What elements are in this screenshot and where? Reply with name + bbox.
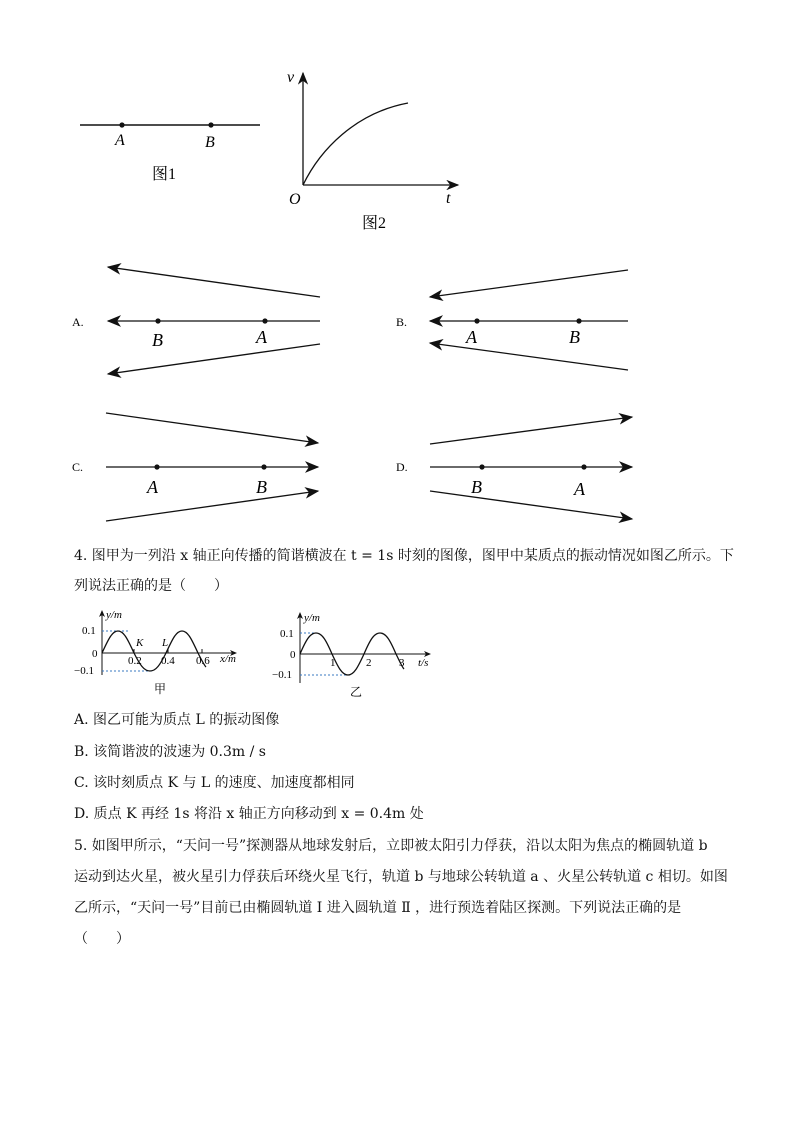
fig2-axis-v: v xyxy=(287,69,295,86)
option-a-letter: A. xyxy=(72,315,84,329)
q4-yi-xlabel: t/s xyxy=(418,657,429,669)
q4-jia-ybottom: −0.1 xyxy=(74,665,94,677)
fig2-curve xyxy=(303,103,408,185)
option-a-right-label: A xyxy=(256,327,267,347)
q4-yi-caption: 乙 xyxy=(350,685,363,699)
option-d-diagram xyxy=(396,417,632,519)
q4-graph-jia xyxy=(70,605,250,700)
q4-choice-b: B. 该简谐波的波速为 0.3m / s xyxy=(74,744,266,760)
q4-choice-a: A. 图乙可能为质点 L 的振动图像 xyxy=(74,712,280,728)
q4-yi-ybottom: −0.1 xyxy=(272,669,292,681)
q5-line-4: （ ） xyxy=(74,931,130,947)
q4-jia-xtick-1: 0.2 xyxy=(128,655,142,667)
fig1-caption: 图1 xyxy=(152,166,177,183)
option-c-left-label: A xyxy=(147,477,158,497)
q4-jia-xtick-2: 0.4 xyxy=(161,655,175,667)
q4-jia-point-k: K xyxy=(136,637,144,649)
fig2-axis-t: t xyxy=(446,190,451,207)
q4-yi-xtick-2: 2 xyxy=(366,657,372,669)
q4-yi-xtick-3: 3 xyxy=(399,657,405,669)
option-b-letter: B. xyxy=(396,315,408,329)
option-b-diagram xyxy=(396,270,628,370)
q4-choice-c: C. 该时刻质点 K 与 L 的速度、加速度都相同 xyxy=(74,775,355,791)
q4-yi-ylabel: y/m xyxy=(304,612,320,624)
option-a-left-label: B xyxy=(152,330,163,350)
q4-jia-xlabel: x/m xyxy=(220,653,236,665)
q4-jia-xtick-3: 0.6 xyxy=(196,655,210,667)
q4-line-2: 列说法正确的是（ ） xyxy=(74,578,228,594)
q4-jia-caption: 甲 xyxy=(154,682,167,696)
q4-graph-yi xyxy=(270,605,450,700)
q4-yi-xtick-1: 1 xyxy=(330,657,336,669)
fig1-label-b: B xyxy=(205,134,215,151)
q5-line-2: 运动到达火星，被火星引力俘获后环绕火星飞行，轨道 b 与地球公转轨道 a 、火星公转轨道 c 相切。如图 xyxy=(74,869,728,885)
option-d-right-label: A xyxy=(574,479,585,499)
q5-line-3: 乙所示，“天问一号”目前已由椭圆轨道 Ⅰ 进入圆轨道 Ⅱ ，进行预选着陆区探测。下列说法正确的是 xyxy=(74,900,682,916)
q4-yi-ytop: 0.1 xyxy=(280,628,294,640)
q4-jia-wave xyxy=(102,631,206,671)
fig2-origin: O xyxy=(289,191,301,208)
option-b-right-label: B xyxy=(569,327,580,347)
option-b-left-label: A xyxy=(466,327,477,347)
fig1-point-a xyxy=(119,122,124,127)
fig1-point-b xyxy=(208,122,213,127)
fig1-label-a: A xyxy=(115,132,125,149)
q4-line-1: 4. 图甲为一列沿 x 轴正向传播的简谐横波在 t = 1s 时刻的图像，图甲中某质点的振动情况如图乙所示。下 xyxy=(74,548,734,564)
option-a-diagram xyxy=(72,267,320,374)
q4-jia-point-l: L xyxy=(162,637,169,649)
q4-jia-yzero: 0 xyxy=(92,648,98,660)
option-d-left-label: B xyxy=(471,477,482,497)
figure-1 xyxy=(70,105,270,195)
option-d-letter: D. xyxy=(396,460,408,474)
option-diagrams xyxy=(60,255,660,535)
fig2-caption: 图2 xyxy=(362,215,387,232)
figure-2 xyxy=(280,65,470,240)
q4-jia-ytop: 0.1 xyxy=(82,625,96,637)
option-c-diagram xyxy=(72,413,318,521)
q5-line-1: 5. 如图甲所示，“天问一号”探测器从地球发射后，立即被太阳引力俘获，沿以太阳为焦点的椭圆轨道 b xyxy=(74,838,708,854)
q4-choice-d: D. 质点 K 再经 1s 将沿 x 轴正方向移动到 x = 0.4m 处 xyxy=(74,806,424,822)
option-c-right-label: B xyxy=(256,477,267,497)
option-c-letter: C. xyxy=(72,460,84,474)
q4-yi-yzero: 0 xyxy=(290,649,296,661)
q4-jia-ylabel: y/m xyxy=(106,609,122,621)
